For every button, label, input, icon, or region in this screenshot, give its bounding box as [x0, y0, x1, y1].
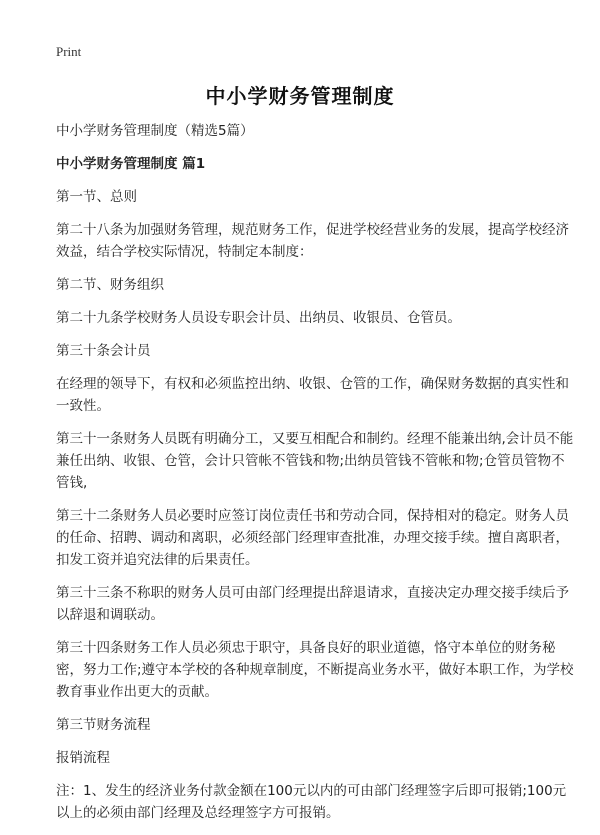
section-heading: 中小学财务管理制度 篇1	[56, 156, 206, 172]
paragraph-article-29: 第二十九条学校财务人员设专职会计员、出纳员、收银员、仓管员。	[56, 310, 461, 326]
paragraph-article-30: 第三十条会计员	[56, 343, 151, 359]
page-title: 中小学财务管理制度	[205, 84, 395, 108]
paragraph-reimbursement-flow: 报销流程	[56, 750, 110, 766]
paragraph-accountant-duties: 在经理的领导下，有权和必须监控出纳、收银、仓管的工作，确保财务数据的真实性和一致性。	[56, 376, 569, 414]
paragraph-article-33: 第三十三条不称职的财务人员可由部门经理提出辞退请求，直接决定办理交接手续后予以辞退和调联动。	[56, 585, 569, 623]
paragraph-article-32: 第三十二条财务人员必要时应签订岗位责任书和劳动合同，保持相对的稳定。财务人员的任命、招聘、调动和离职，必须经部门经理审查批准，办理交接手续。擅自离职者，扣发工资并追究法律的后果责任。	[56, 508, 569, 568]
paragraph-article-28: 第二十八条为加强财务管理，规范财务工作，促进学校经营业务的发展，提高学校经济效益，结合学校实际情况，特制定本制度：	[56, 222, 569, 260]
paragraph-article-34: 第三十四条财务工作人员必须忠于职守，具备良好的职业道德，恪守本单位的财务秘密，努力工作;遵守本学校的各种规章制度，不断提高业务水平，做好本职工作，为学校教育事业作出更大的贡献。	[56, 640, 574, 700]
document-body	[56, 120, 576, 835]
paragraph-note: 注：1、发生的经济业务付款金额在100元以内的可由部门经理签字后即可报销;100元以上的必须由部门经理及总经理签字方可报销。	[56, 783, 567, 821]
print-label: Print	[56, 44, 82, 59]
document-subtitle: 中小学财务管理制度（精选5篇）	[56, 123, 254, 139]
paragraph-section-1-title: 第一节、总则	[56, 189, 137, 205]
paragraph-section-3-title: 第三节财务流程	[56, 717, 151, 733]
paragraph-article-31: 第三十一条财务人员既有明确分工，又要互相配合和制约。经理不能兼出纳,会计员不能兼任出纳、收银、仓管，会计只管帐不管钱和物;出纳员管钱不管帐和物;仓管员管物不管钱,	[56, 431, 574, 491]
paragraph-section-2-title: 第二节、财务组织	[56, 277, 164, 293]
